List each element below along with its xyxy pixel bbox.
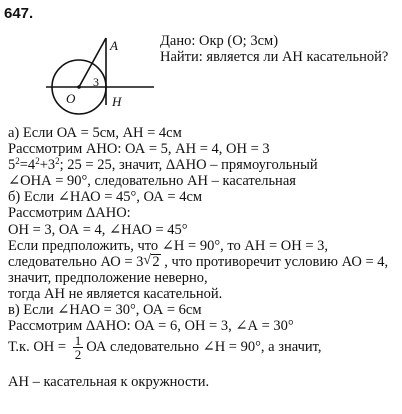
fraction-one-half: $\frac{1}{2}$	[74, 333, 82, 363]
label-o: O	[66, 91, 76, 106]
part-b-consider: Рассмотрим ΔАНО:	[8, 205, 131, 222]
label-a: A	[110, 38, 118, 53]
part-b-condition: б) Если ∠НАО = 45°, ОА = 4см	[8, 189, 203, 206]
circle-tangent-figure	[44, 30, 164, 120]
part-b-assumption: Если предположить, что ∠Н = 90°, то АН = ОН = 3,	[8, 237, 329, 254]
part-c-consider: Рассмотрим ΔАНО: ОА = 6, ОН = 3, ∠А = 30°	[8, 318, 294, 335]
part-a-condition: а) Если ОА = 5см, АН = 4см	[8, 125, 182, 141]
sqrt-symbol: √ 2	[143, 252, 160, 270]
label-h: H	[112, 94, 122, 109]
part-a-pythagoras: $5^2=4^2+3^2$; 25 = 25, значит, ΔАНО – прямоугольный	[8, 156, 318, 174]
given-block	[160, 33, 388, 65]
find-line: Найти: является ли АН касательной?	[160, 49, 389, 66]
part-c-fraction-line: Т.к. ОН = $\frac{1}{2}$ ОА следовательно ∠Н = 90°, а значит,	[8, 333, 322, 363]
solution-text	[8, 125, 388, 390]
part-a-conclusion: ∠ОНА = 90°, следовательно АН – касательная	[8, 173, 296, 190]
label-3: 3	[93, 75, 99, 89]
part-c-conclusion: АН – касательная к окружности.	[8, 374, 210, 391]
part-c-condition: в) Если ∠НАО = 30°, ОА = 6см	[8, 302, 202, 319]
part-b-conclusion: тогда АН не является касательной.	[8, 285, 223, 302]
part-b-contradiction: следовательно АО = 3 √ 2 , что противоречит условию АО = 4,	[8, 252, 389, 270]
problem-number: 647.	[4, 5, 34, 22]
given-line: Дано: Окр (О; 3см)	[160, 33, 279, 49]
part-b-wrong: значит, предположение неверно,	[8, 269, 208, 286]
part-a-consider: Рассмотрим АНО: ОА = 5, АН = 4, ОН = 3	[8, 141, 270, 158]
part-b-values: ОН = 3, ОА = 4, ∠НАО = 45°	[8, 221, 188, 238]
